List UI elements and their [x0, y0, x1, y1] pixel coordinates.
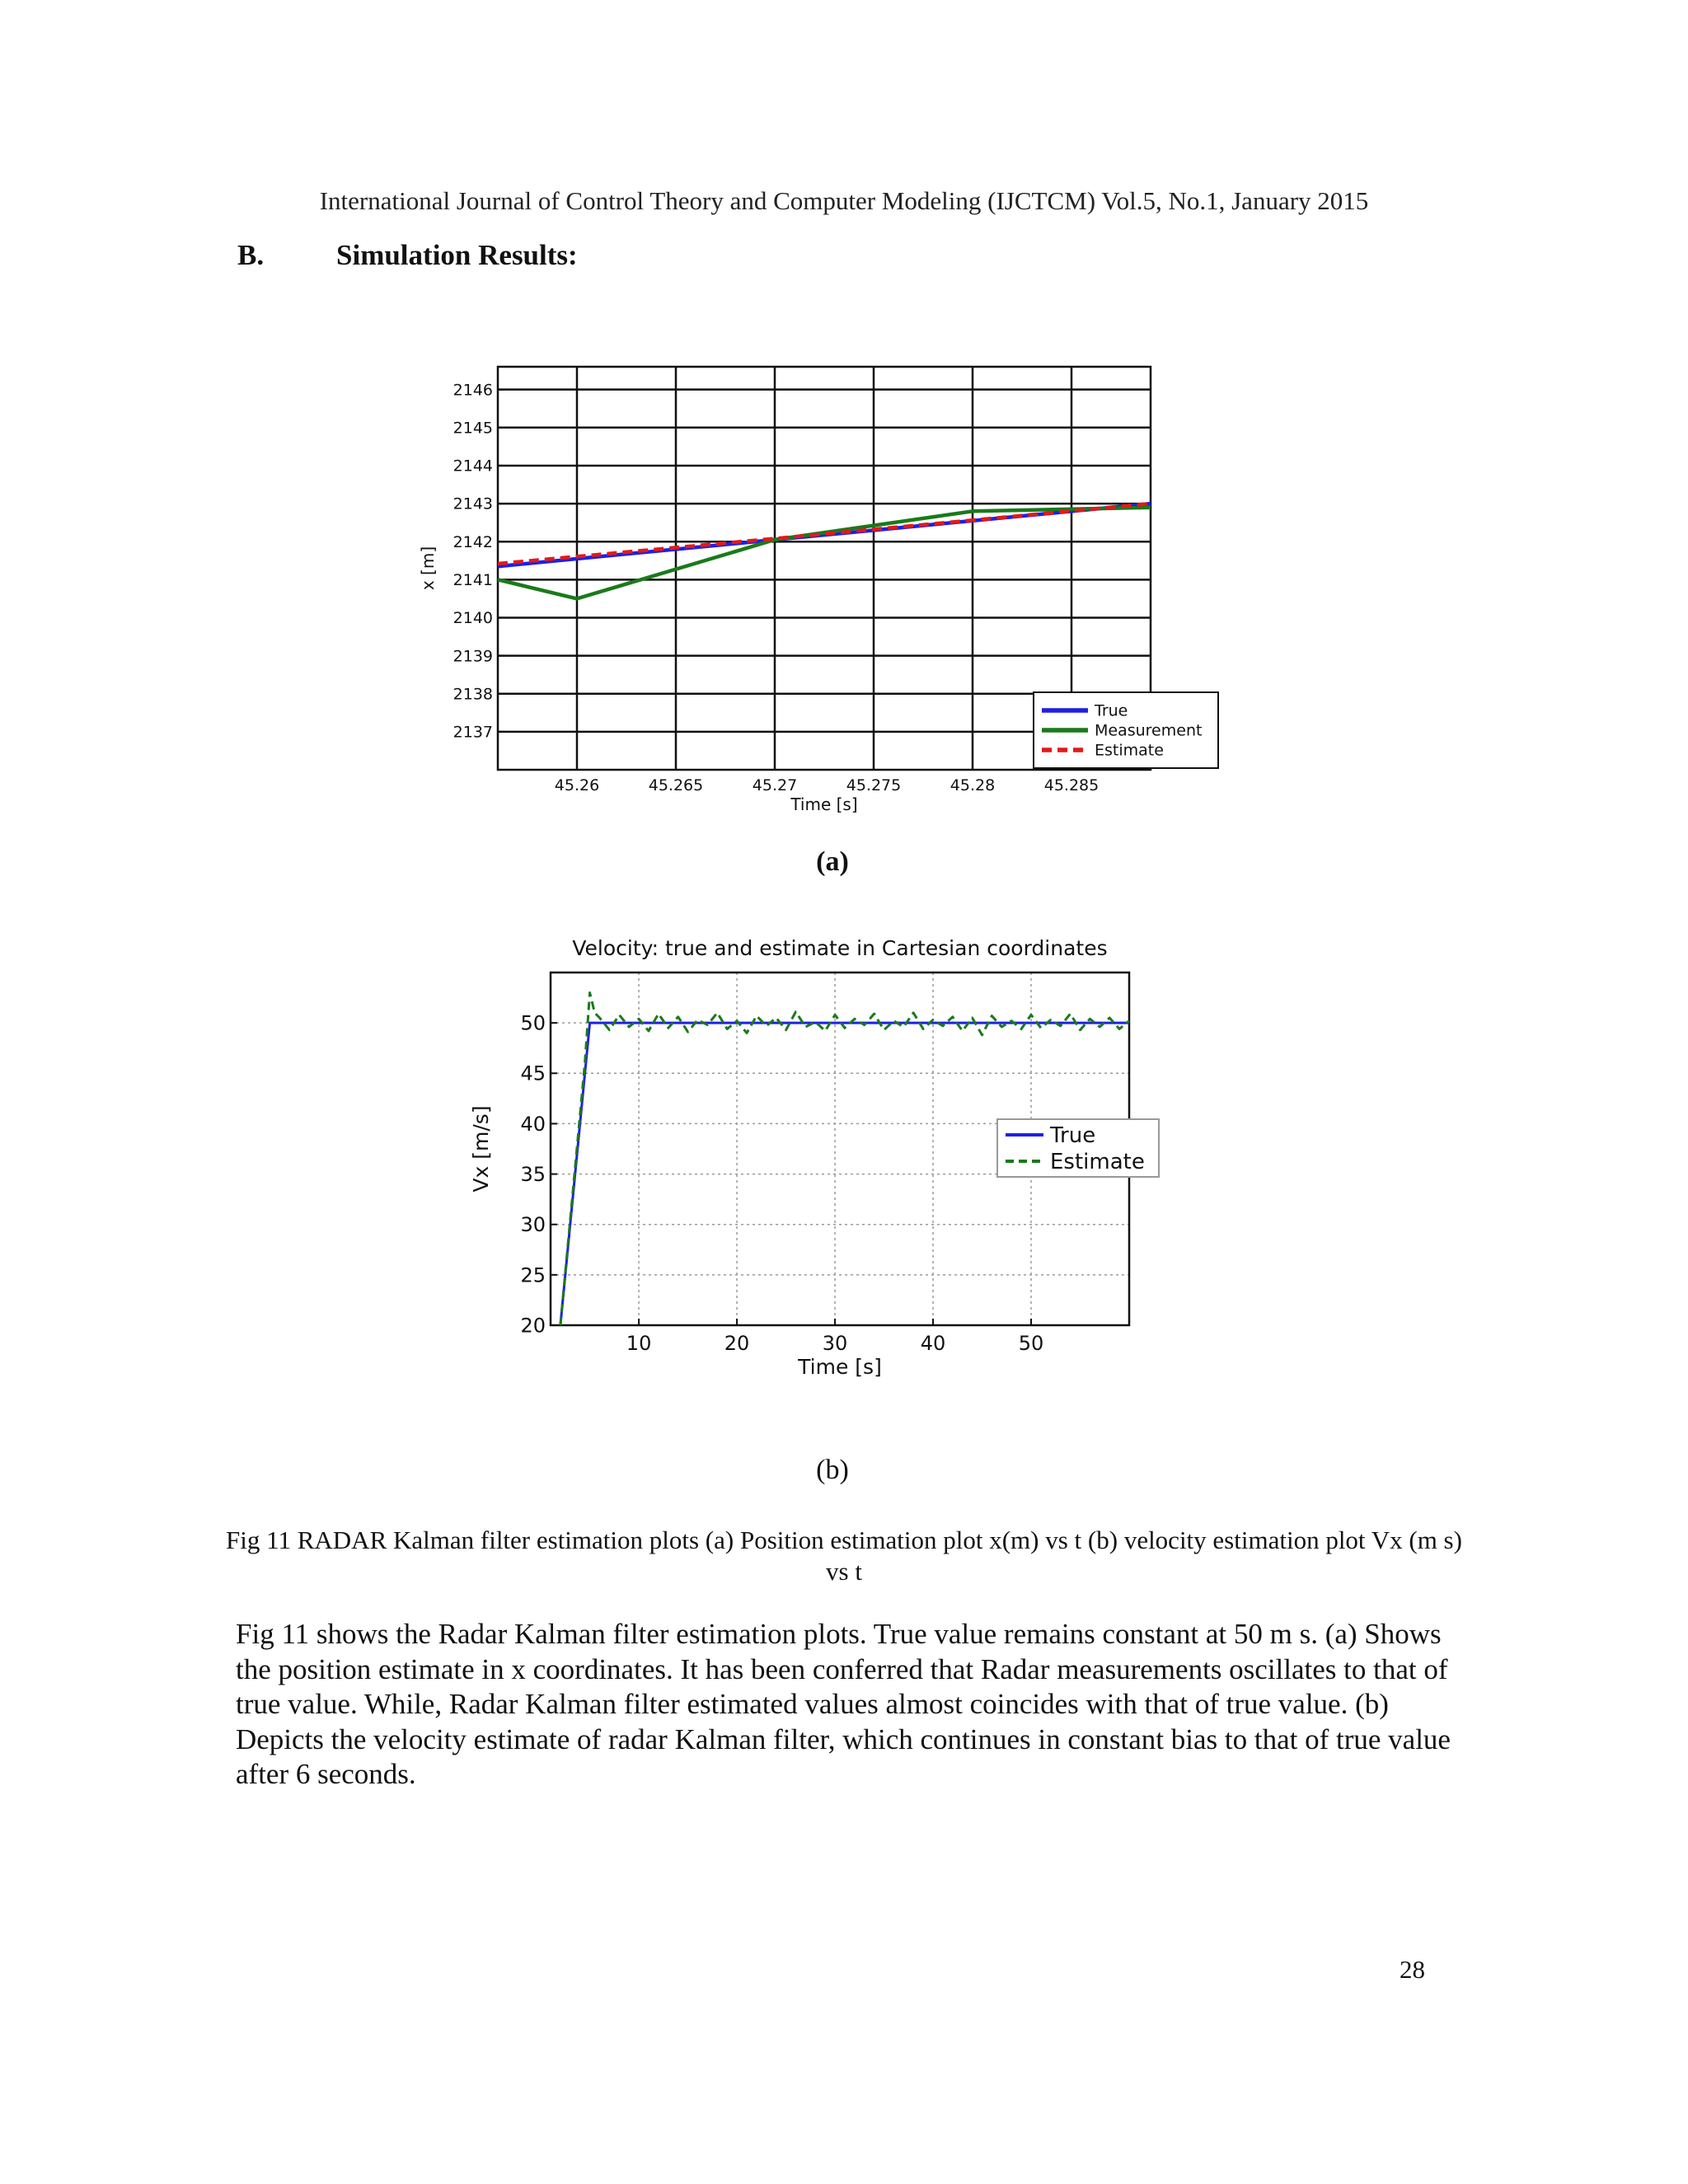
x-tick-label: 45.27	[752, 776, 798, 794]
legend-label: True	[1050, 1123, 1096, 1149]
figure-caption: Fig 11 RADAR Kalman filter estimation plots (a) Position estimation plot x(m) vs t (b) velocity estimation plot Vx (m s) vs t	[226, 1526, 1462, 1586]
x-tick-label: 10	[626, 1332, 652, 1355]
y-tick-label: 2144	[452, 457, 493, 476]
x-tick-label: 50	[1018, 1332, 1044, 1355]
y-axis-label: Vx [m/s]	[469, 1105, 493, 1193]
section-title: Simulation Results:	[336, 239, 578, 271]
y-axis-label: x [m]	[418, 546, 438, 591]
x-tick-label: 45.26	[554, 776, 600, 794]
legend-label: Estimate	[1050, 1150, 1145, 1175]
journal-header: International Journal of Control Theory and Computer Modeling (IJCTCM) Vol.5, No.1, January 2015	[319, 186, 1369, 215]
y-tick-label: 2141	[452, 570, 493, 589]
section-heading	[237, 239, 578, 272]
x-tick-label: 40	[920, 1332, 946, 1355]
y-tick-label: 20	[520, 1314, 546, 1338]
y-tick-label: 35	[520, 1162, 546, 1186]
legend-label: True	[1095, 701, 1128, 720]
y-tick-label: 45	[520, 1062, 546, 1085]
page-number: 28	[1400, 1955, 1425, 1984]
x-axis-label: Time [s]	[798, 1355, 882, 1379]
y-tick-label: 2142	[452, 532, 493, 551]
velocity-chart	[462, 923, 1187, 1385]
position-chart	[404, 346, 1245, 832]
x-tick-label: 30	[822, 1332, 848, 1355]
section-number: B.	[237, 239, 265, 271]
y-tick-label: 2146	[452, 381, 493, 400]
y-tick-label: 2145	[452, 419, 493, 438]
x-axis-label: Time [s]	[790, 794, 858, 814]
x-tick-label: 45.275	[846, 776, 902, 794]
figure-label-a: (a)	[816, 846, 849, 877]
y-tick-label: 30	[520, 1213, 546, 1237]
body-paragraph: Fig 11 shows the Radar Kalman filter estimation plots. True value remains constant at 50 m s. (a) Shows the position estimate in x coordinates. It has been conferred that Radar measurements oscillates to that of true value. While, Radar Kalman filter estimated values almost coincides with that of true value. (b) Depicts the velocity estimate of radar Kalman filter, which continues in constant bias to that of true value after 6 seconds.	[236, 1618, 1451, 1790]
y-tick-label: 2138	[452, 685, 493, 704]
y-tick-label: 2137	[452, 723, 493, 742]
y-tick-label: 2143	[452, 494, 493, 513]
legend-label: Measurement	[1095, 721, 1203, 740]
x-tick-label: 45.265	[648, 776, 704, 794]
figure-label-b: (b)	[816, 1455, 849, 1485]
y-tick-label: 25	[520, 1263, 546, 1287]
y-tick-label: 50	[520, 1011, 546, 1035]
y-tick-label: 40	[520, 1112, 546, 1136]
x-tick-label: 20	[724, 1332, 750, 1355]
x-tick-label: 45.285	[1043, 776, 1100, 794]
y-tick-label: 2139	[452, 647, 493, 666]
legend-label: Estimate	[1095, 741, 1164, 760]
chart-title: Velocity: true and estimate in Cartesian coordinates	[572, 936, 1108, 960]
x-tick-label: 45.28	[950, 776, 996, 794]
y-tick-label: 2140	[452, 609, 493, 628]
